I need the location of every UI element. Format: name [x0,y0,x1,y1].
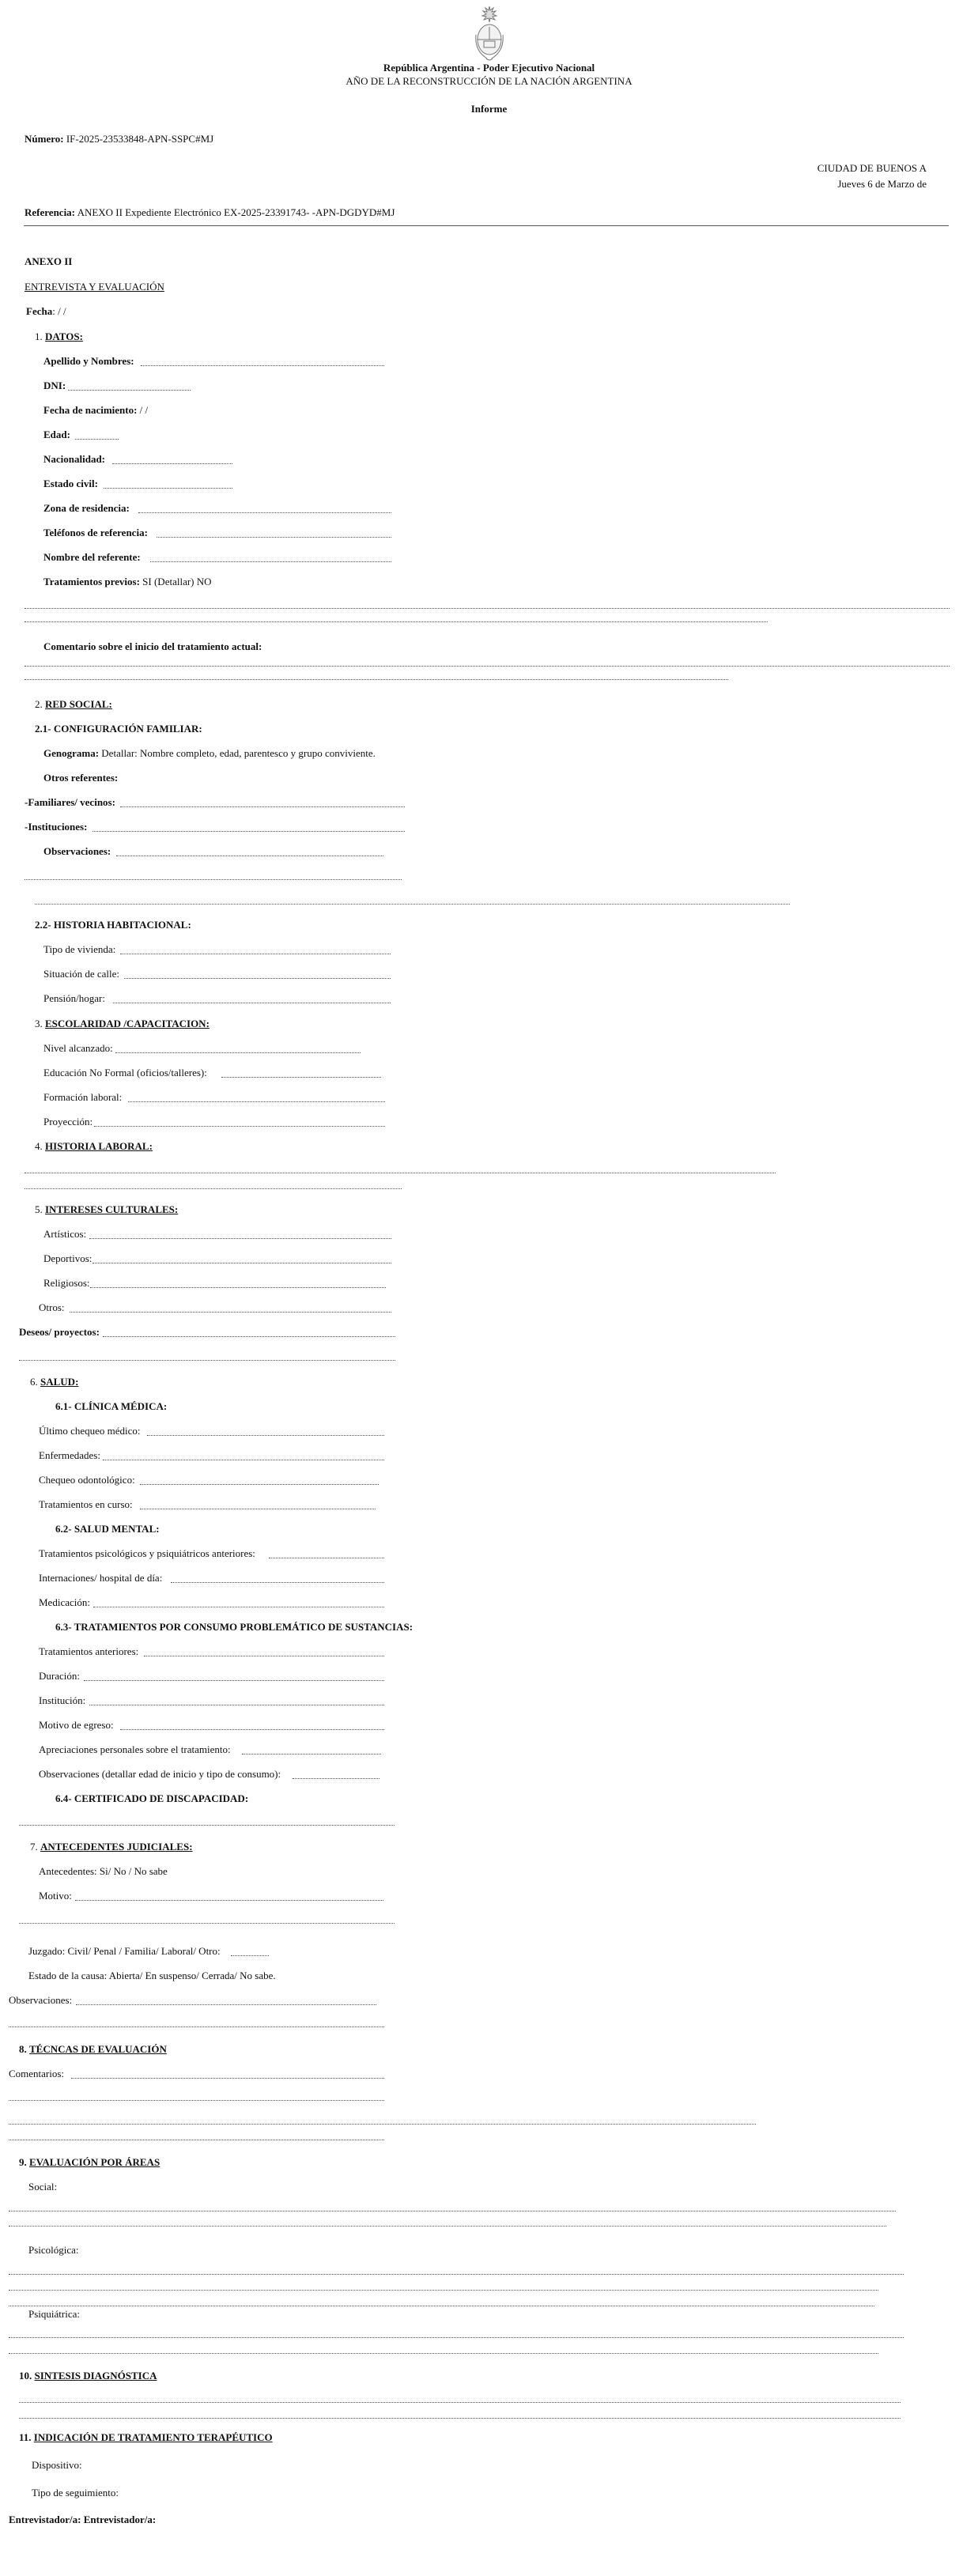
label-apreciaciones: Apreciaciones personales sobre el tratamiento: [39,1743,231,1755]
fill-line [75,439,119,440]
label-comentario: Comentario sobre el inicio del tratamiento actual: [43,640,262,652]
label-apellido: Apellido y Nombres: [43,355,134,367]
fill-line [9,2100,384,2101]
section-number: 9. [19,2156,27,2168]
firma-entrevistador: Entrevistador/a: Entrevistador/a: [9,2514,157,2525]
section-4-heading [35,1140,153,1153]
juzgado-options: Juzgado: Civil/ Penal / Familia/ Laboral/ Otro: [28,1945,221,1957]
fill-line [150,561,391,562]
fill-line [221,1077,381,1078]
subsection-6-3: 6.3- TRATAMIENTOS POR CONSUMO PROBLEMÁTICO DE SUSTANCIAS: [55,1621,413,1633]
label-psicologica: Psicológica: [28,2244,79,2256]
fill-line [138,512,391,513]
fecha-row [26,305,66,318]
fill-line [90,1287,386,1288]
label-institucion: Institución: [39,1694,86,1706]
fill-line [25,666,950,667]
fill-line [9,2211,896,2212]
numero-row [25,133,213,145]
label-deseos: Deseos/ proyectos: [19,1326,100,1338]
section-title: DATOS: [45,330,83,342]
label-pension: Pensión/hogar: [43,992,105,1004]
label-observaciones: Observaciones: [43,845,111,857]
section-title: INTERESES CULTURALES: [45,1203,179,1215]
label-familiares: -Familiares/ vecinos: [25,796,115,808]
referencia-row [25,206,395,219]
label-dni: DNI: [43,380,66,391]
label-duracion: Duración: [39,1670,80,1682]
section-title: EVALUACIÓN POR ÁREAS [29,2156,160,2168]
fill-line [115,1052,361,1053]
section-2-heading [35,698,112,711]
section-number: 6. [30,1376,38,1388]
fill-line [171,1582,384,1583]
section-title: TÉCNCAS DE EVALUACIÓN [29,2043,167,2055]
section-number: 2. [35,698,43,710]
section-title: SALUD: [40,1376,79,1388]
fill-line [9,2353,878,2354]
label-enfermedades: Enfermedades: [39,1449,100,1461]
label-nacionalidad: Nacionalidad: [43,453,106,465]
label-deportivos: Deportivos: [43,1252,93,1264]
label-tratamientos-anteriores: Tratamientos anteriores: [39,1645,139,1657]
genograma-row [43,747,376,760]
date: Jueves 6 de Marzo de [837,178,927,190]
referencia-label: Referencia: [25,206,76,218]
fill-line [89,1238,391,1239]
subsection-2-2: 2.2- HISTORIA HABITACIONAL: [35,919,191,931]
label-motivo: Motivo: [39,1890,72,1902]
fill-line [25,608,950,609]
section-10-heading [19,2370,157,2382]
section-1-heading [35,330,83,343]
fill-line [94,1126,385,1127]
label-no-formal: Educación No Formal (oficios/talleres): [43,1067,207,1078]
subsection-6-4: 6.4- CERTIFICADO DE DISCAPACIDAD: [55,1792,249,1804]
label-otros: Otros: [39,1301,65,1313]
fill-line [25,679,728,680]
section-number: 5. [35,1203,43,1215]
tratamientos-value: SI (Detallar) NO [139,576,212,587]
section-number: 4. [35,1140,43,1152]
label-egreso: Motivo de egreso: [39,1719,114,1731]
numero-label: Número: [25,133,64,145]
numero-value: IF-2025-23533848-APN-SSPC#MJ [66,133,214,145]
fill-line [68,390,191,391]
label-obs-consumo: Observaciones (detallar edad de inicio y tipo de consumo): [39,1768,281,1780]
genograma-value: Detallar: Nombre completo, edad, parentesco y grupo conviviente. [99,747,376,759]
fill-line [293,1778,379,1779]
fill-line [128,1101,385,1102]
subsection-6-2: 6.2- SALUD MENTAL: [55,1523,160,1535]
fill-line [35,904,790,905]
section-title: ANTECEDENTES JUDICIALES: [40,1841,193,1853]
label-zona: Zona de residencia: [43,502,130,514]
label-genograma: Genograma: [43,747,100,759]
label-psico: Tratamientos psicológicos y psiquiátricos anteriores: [39,1547,255,1559]
anexo-title: ANEXO II [25,255,73,267]
label-formacion-laboral: Formación laboral: [43,1091,123,1103]
label-nacimiento: Fecha de nacimiento: [43,404,138,416]
label-social: Social: [28,2181,58,2193]
anexo-subtitle: ENTREVISTA Y EVALUACIÓN [25,281,164,293]
label-nivel: Nivel alcanzado: [43,1042,113,1054]
estado-causa-options: Estado de la causa: Abierta/ En suspenso/ Cerrada/ No sabe. [28,1970,276,1981]
fill-line [103,1336,395,1337]
section-6-heading [30,1376,78,1388]
label-psiquiatrica: Psiquiátrica: [28,2308,80,2320]
label-referente: Nombre del referente: [43,551,141,563]
subsection-6-1: 6.1- CLÍNICA MÉDICA: [55,1400,168,1412]
section-title: INDICACIÓN DE TRATAMIENTO TERAPÉUTICO [33,2431,273,2443]
fill-line [231,1955,269,1956]
label-artisticos: Artísticos: [43,1228,87,1240]
label-odontologico: Chequeo odontológico: [39,1474,135,1486]
nacimiento-row [43,404,148,417]
subsection-2-1: 2.1- CONFIGURACIÓN FAMILIAR: [35,723,202,735]
fill-line [9,2274,904,2275]
section-11-heading [19,2431,273,2444]
fill-line [19,2418,901,2419]
nacimiento-value: / / [137,404,149,416]
label-seguimiento: Tipo de seguimiento: [32,2487,119,2499]
section-8-heading [19,2043,167,2056]
fill-line [19,2402,901,2403]
fill-line [25,621,768,622]
label-chequeo: Último chequeo médico: [39,1425,141,1437]
fecha-value: : / / [52,305,66,317]
fill-line [124,978,391,979]
fill-line [75,1900,383,1901]
label-medicacion: Medicación: [39,1596,90,1608]
fill-line [9,2337,904,2338]
section-number: 11. [19,2431,32,2443]
header-republica: República Argentina - Poder Ejecutivo Nacional [383,62,595,74]
fill-line [9,2290,878,2291]
national-seal-icon [473,3,506,63]
referencia-value: ANEXO II Expediente Electrónico EX-2025-23391743- -APN-DGDYD#MJ [77,206,395,218]
section-title: RED SOCIAL: [45,698,112,710]
section-number: 8. [19,2043,27,2055]
label-observaciones-judiciales: Observaciones: [9,1994,73,2006]
section-5-heading [35,1203,178,1216]
fill-line [141,365,384,366]
label-vivienda: Tipo de vivienda: [43,943,116,955]
section-3-heading [35,1018,210,1030]
label-internaciones: Internaciones/ hospital de día: [39,1572,163,1584]
section-7-heading [30,1841,193,1853]
label-edad: Edad: [43,429,70,440]
fill-line [104,488,232,489]
section-number: 10. [19,2370,32,2381]
fill-line [120,1729,384,1730]
section-number: 3. [35,1018,43,1029]
section-number: 7. [30,1841,38,1853]
fill-line [9,2026,384,2027]
fill-line [140,1484,379,1485]
fill-line [19,1360,395,1361]
fill-line [70,1312,391,1313]
fill-line [112,463,232,464]
label-situacion-calle: Situación de calle: [43,968,120,980]
label-religiosos: Religiosos: [43,1277,90,1289]
fill-line [76,2004,376,2005]
section-9-heading [19,2156,160,2169]
fill-line [71,2078,384,2079]
section-number: 1. [35,330,43,342]
label-instituciones: -Instituciones: [25,821,88,833]
fill-line [19,1923,395,1924]
fill-line [9,2226,886,2227]
label-tratamientos: Tratamientos previos: [43,576,140,587]
label-dispositivo: Dispositivo: [32,2459,82,2471]
header-divider [24,225,949,226]
fill-line [84,1680,384,1681]
fill-line [120,806,405,807]
label-tratamientos-curso: Tratamientos en curso: [39,1498,133,1510]
fill-line [19,1825,395,1826]
label-estado-civil: Estado civil: [43,478,98,489]
fecha-label: Fecha [26,305,53,317]
fill-line [93,831,405,832]
section-title: SINTESIS DIAGNÓSTICA [34,2370,157,2381]
fill-line [9,2124,756,2125]
label-otros-referentes: Otros referentes: [43,772,119,784]
label-comentarios: Comentarios: [9,2068,65,2079]
header-anio: AÑO DE LA RECONSTRUCCIÓN DE LA NACIÓN ARGENTINA [346,75,632,87]
label-proyeccion: Proyección: [43,1116,93,1127]
fill-line [25,1188,402,1189]
doc-type-title: Informe [470,103,508,115]
city: CIUDAD DE BUENOS A [817,162,927,174]
fill-line [157,537,391,538]
antecedentes-options: Antecedentes: Si/ No / No sabe [39,1865,168,1877]
label-telefonos: Teléfonos de referencia: [43,527,148,538]
fill-line [147,1435,384,1436]
fill-line [25,879,402,880]
section-title: HISTORIA LABORAL: [45,1140,153,1152]
section-title: ESCOLARIDAD /CAPACITACION: [45,1018,210,1029]
tratamientos-row [43,576,212,588]
